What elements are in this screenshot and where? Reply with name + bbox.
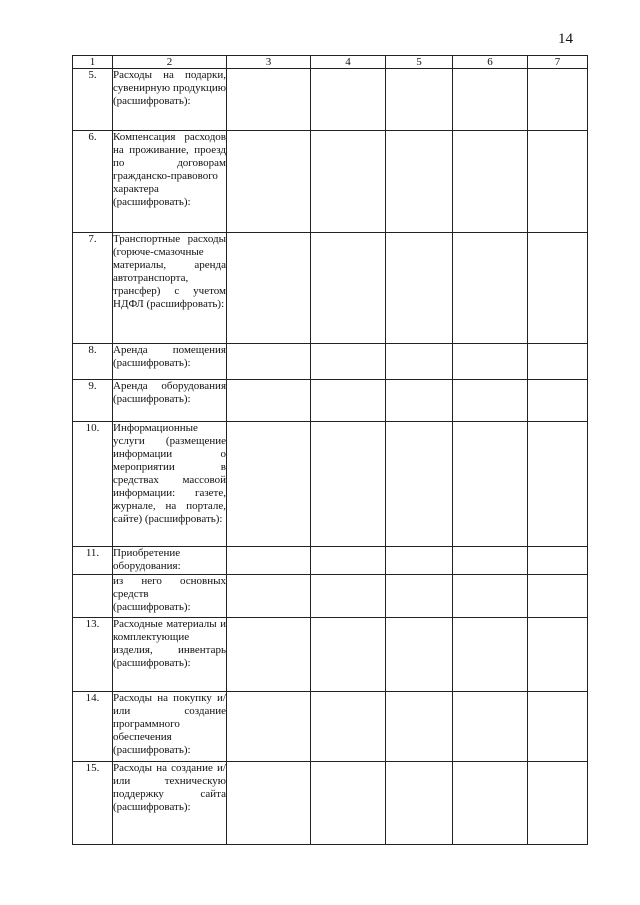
empty-cell [227,762,311,845]
empty-cell [386,422,453,547]
empty-cell [386,233,453,344]
header-col-1: 1 [73,56,113,69]
table-row [73,547,588,575]
header-col-4: 4 [311,56,386,69]
table-row [73,344,588,380]
row-number: 15. [73,762,113,845]
empty-cell [311,380,386,422]
empty-cell [227,233,311,344]
empty-cell [528,692,588,762]
empty-cell [311,762,386,845]
empty-cell [386,547,453,575]
empty-cell [311,422,386,547]
empty-cell [528,344,588,380]
row-number: 14. [73,692,113,762]
row-description: Расходные материалы и комплектующие изделия, инвентарь (расшифровать): [113,618,227,692]
empty-cell [528,131,588,233]
empty-cell [528,380,588,422]
empty-cell [528,618,588,692]
row-number [73,575,113,618]
row-description: из него основных средств (расшифровать): [113,575,227,618]
row-number: 5. [73,69,113,131]
empty-cell [528,547,588,575]
empty-cell [227,380,311,422]
empty-cell [528,575,588,618]
empty-cell [311,618,386,692]
empty-cell [453,618,528,692]
row-description: Приобретение оборудования: [113,547,227,575]
empty-cell [311,233,386,344]
row-number: 8. [73,344,113,380]
header-col-6: 6 [453,56,528,69]
empty-cell [227,547,311,575]
empty-cell [528,422,588,547]
empty-cell [386,344,453,380]
empty-cell [528,233,588,344]
empty-cell [453,69,528,131]
empty-cell [227,131,311,233]
empty-cell [227,618,311,692]
empty-cell [453,575,528,618]
empty-cell [386,762,453,845]
header-col-7: 7 [528,56,588,69]
table-row [73,618,588,692]
page-number: 14 [558,31,573,47]
empty-cell [453,344,528,380]
header-col-3: 3 [227,56,311,69]
table-row [73,422,588,547]
table-row [73,69,588,131]
empty-cell [227,575,311,618]
row-description: Информационные услуги (размещение информации о мероприятии в средствах массовой информации: газете, журнале, на портале, сайте) (расшифровать): [113,422,227,547]
header-row [73,56,588,69]
empty-cell [311,344,386,380]
empty-cell [311,131,386,233]
row-description: Аренда оборудования (расшифровать): [113,380,227,422]
empty-cell [227,422,311,547]
header-col-5: 5 [386,56,453,69]
empty-cell [386,380,453,422]
empty-cell [453,547,528,575]
empty-cell [386,618,453,692]
empty-cell [386,69,453,131]
empty-cell [453,233,528,344]
row-description: Транспортные расходы (горюче-смазочные материалы, аренда автотранспорта, трансфер) с учетом НДФЛ (расшифровать): [113,233,227,344]
row-description: Компенсация расходов на проживание, проезд по договорам гражданско-правового характера (расшифровать): [113,131,227,233]
empty-cell [453,762,528,845]
row-description: Расходы на подарки, сувенирную продукцию (расшифровать): [113,69,227,131]
empty-cell [227,344,311,380]
table-row [73,380,588,422]
row-description: Аренда помещения (расшифровать): [113,344,227,380]
row-number: 9. [73,380,113,422]
row-number: 11. [73,547,113,575]
empty-cell [311,547,386,575]
empty-cell [227,692,311,762]
row-number: 13. [73,618,113,692]
empty-cell [386,575,453,618]
empty-cell [227,69,311,131]
empty-cell [453,380,528,422]
expense-table [72,55,588,845]
row-description: Расходы на создание и/или техническую поддержку сайта (расшифровать): [113,762,227,845]
table-row [73,131,588,233]
empty-cell [528,69,588,131]
header-col-2: 2 [113,56,227,69]
table-row [73,692,588,762]
empty-cell [453,692,528,762]
row-description: Расходы на покупку и/или создание программного обеспечения (расшифровать): [113,692,227,762]
empty-cell [453,422,528,547]
table-row [73,233,588,344]
empty-cell [311,575,386,618]
empty-cell [311,692,386,762]
row-number: 10. [73,422,113,547]
empty-cell [311,69,386,131]
empty-cell [386,131,453,233]
row-number: 6. [73,131,113,233]
table-row [73,762,588,845]
empty-cell [528,762,588,845]
row-number: 7. [73,233,113,344]
empty-cell [386,692,453,762]
table-row [73,575,588,618]
empty-cell [453,131,528,233]
